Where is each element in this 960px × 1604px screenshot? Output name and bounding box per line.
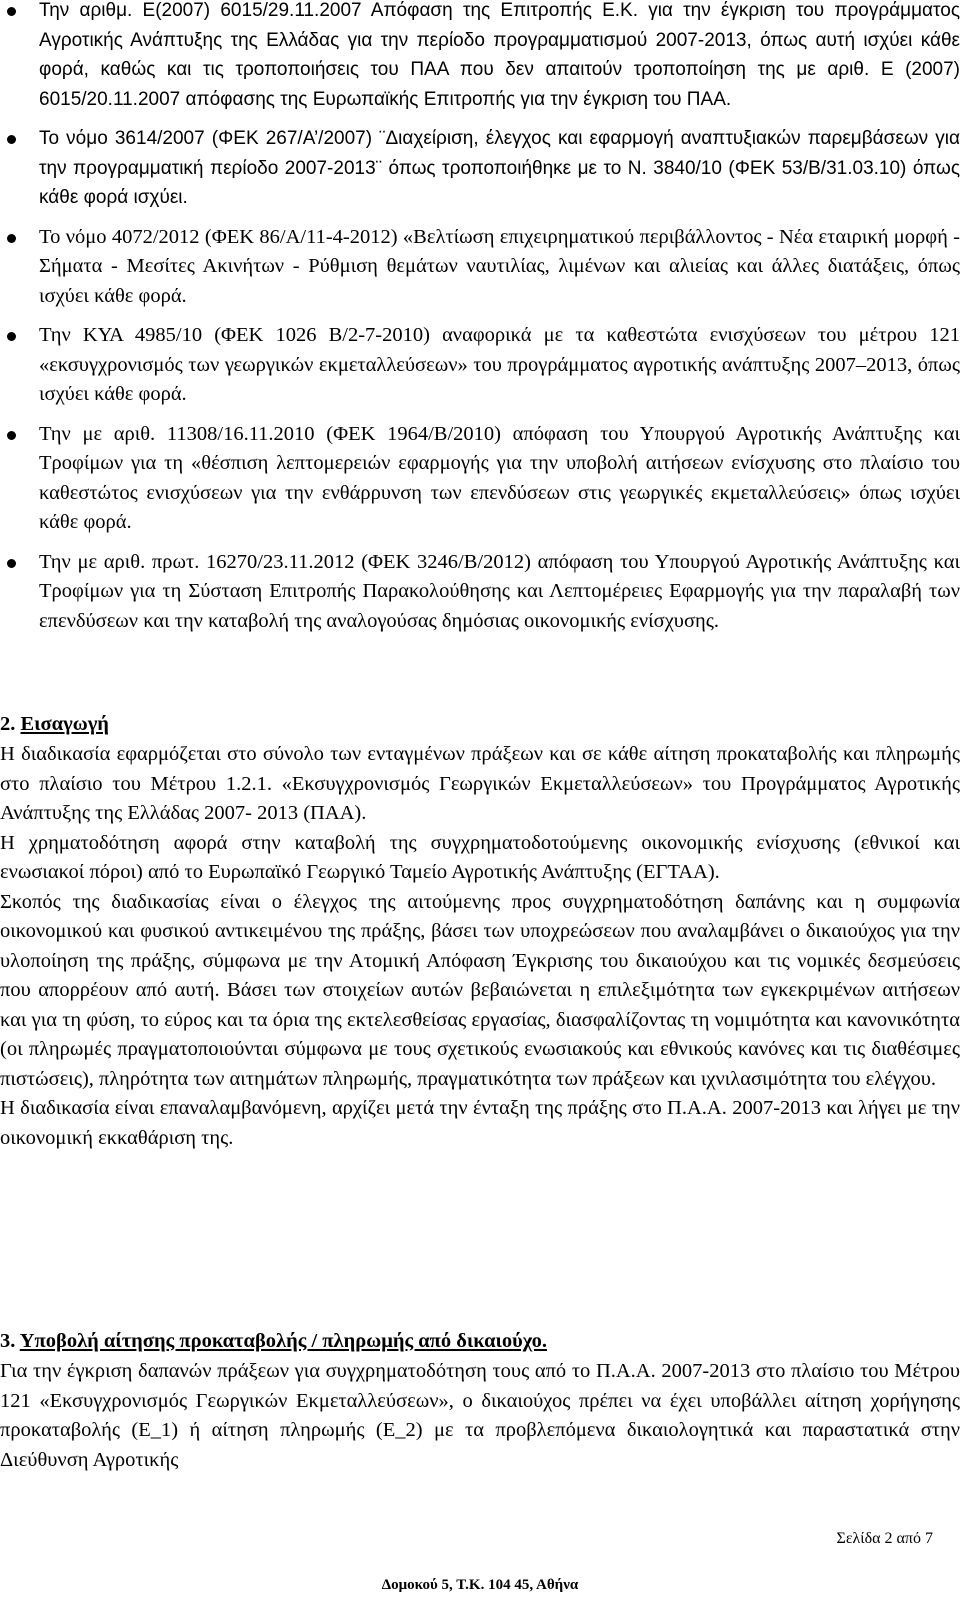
section-3-number: 3. — [0, 1330, 16, 1352]
section-3-heading — [0, 1326, 547, 1356]
list-item — [0, 420, 960, 538]
section-3-body — [0, 1357, 960, 1475]
list-item — [0, 0, 960, 114]
section-2-title: Εισαγωγή — [20, 713, 109, 735]
footer-address: Δομοκού 5, Τ.Κ. 104 45, Αθήνα — [381, 1577, 579, 1593]
paragraph: Η χρηματοδότηση αφορά στην καταβολή της συγχρηματοδοτούμενης οικονομικής ενίσχυσης (εθνικοί και ενωσιακοί πόροι) από το Ευρωπαϊκό Γεωργικό Ταμείο Αγροτικής Ανάπτυξης (ΕΓΤΑΑ). — [0, 831, 960, 883]
list-item-text: Την με αριθ. πρωτ. 16270/23.11.2012 (ΦΕΚ 3246/Β/2012) απόφαση του Υπουργού Αγροτικής Ανάπτυξης και Τροφίμων για τη Σύσταση Επιτροπής Παρακολούθησης και Λεπτομέρειες Εφαρμογής για την παραλαβή των επενδύσεων και την καταβολή της αναλογούσας δημόσιας οικονομικής ενίσχυσης. — [39, 550, 960, 632]
paragraph: Η διαδικασία είναι επαναλαμβανόμενη, αρχίζει μετά την ένταξη της πράξης στο Π.Α.Α. 2007-2013 και λήγει με την οικονομική εκκαθάριση της. — [0, 1097, 960, 1149]
bullet-icon — [7, 559, 16, 568]
paragraph: Για την έγκριση δαπανών πράξεων για συγχρηματοδότηση τους από το Π.Α.Α. 2007-2013 στο πλαίσιο του Μέτρου 121 «Εκσυγχρονισμός Γεωργικών Εκμεταλλεύσεων», ο δικαιούχος πρέπει να έχει υποβάλλει αίτηση χορήγησης προκαταβολής (Ε_1) ή αίτηση πληρωμής (Ε_2) με τα προβλεπόμενα δικαιολογητικά και παραστατικά στην Διεύθυνση Αγροτικής — [0, 1360, 960, 1471]
section-2-body — [0, 740, 960, 1153]
list-item-text: Την ΚΥΑ 4985/10 (ΦΕΚ 1026 Β/2-7-2010) αναφορικά με τα καθεστώτα ενισχύσεων του μέτρου 121 «εκσυγχρονισμός των γεωργικών εκμεταλλεύσεων» του προγράμματος αγροτικής ανάπτυξης 2007–2013, όπως ισχύει κάθε φορά. — [39, 324, 960, 405]
page-number: Σελίδα 2 από 7 — [836, 1530, 933, 1547]
bullet-icon — [7, 7, 16, 16]
list-item — [0, 321, 960, 410]
list-item-text: Το νόμο 3614/2007 (ΦΕΚ 267/Α’/2007) ¨Διαχείριση, έλεγχος και εφαρμογή αναπτυξιακών παρεμβάσεων για την προγραμματική περίοδο 2007-2013¨ όπως τροποποιήθηκε με το Ν. 3840/10 (ΦΕΚ 53/Β/31.03.10) όπως κάθε φορά ισχύει. — [39, 128, 960, 208]
bullet-icon — [7, 431, 16, 440]
section-3-title: Υποβολή αίτησης προκαταβολής / πληρωμής από δικαιούχο. — [19, 1330, 548, 1352]
list-item-text: Την με αριθ. 11308/16.11.2010 (ΦΕΚ 1964/Β/2010) απόφαση του Υπουργού Αγροτικής Ανάπτυξης και Τροφίμων για τη «θέσπιση λεπτομερειών εφαρμογής για την υποβολή αιτήσεων ενίσχυσης στο πλαίσιο του καθεστώτος ενισχύσεων για την ενθάρρυνση των επενδύσεων στις γεωργικές εκμεταλλεύσεις» όπως ισχύει κάθε φορά. — [39, 422, 960, 533]
paragraph: Σκοπός της διαδικασίας είναι ο έλεγχος της αιτούμενης προς συγχρηματοδότηση δαπάνης και η συμφωνία οικονομικού και φυσικού αντικειμένου της πράξης, βάσει των υποχρεώσεων που αναλαμβάνει ο δικαιούχος για την υλοποίηση της πράξης, σύμφωνα με την Ατομική Απόφαση Έγκρισης του δικαιούχου και τις νομικές δεσμεύσεις που απορρέουν από αυτή. Βάσει των στοιχείων αυτών βεβαιώνεται η επιλεξιμότητα των εγκεκριμένων αιτήσεων και για τη φύση, το εύρος και τα όρια της εκτελεσθείσας εργασίας, διασφαλίζοντας τη νομιμότητα και κανονικότητα (οι πληρωμές πραγματοποιούνται σύμφωνα με τους σχετικούς ενωσιακούς και εθνικούς κανόνες και τις διαθέσιμες πιστώσεις), πληρότητα των αιτημάτων πληρωμής, πραγματικότητα των πράξεων και ιχνιλασιμότητα του ελέγχου. — [0, 890, 960, 1090]
list-item — [0, 223, 960, 312]
legal-basis-list — [0, 0, 960, 646]
list-item — [0, 548, 960, 637]
bullet-icon — [7, 135, 16, 144]
list-item — [0, 124, 960, 213]
list-item-text: Το νόμο 4072/2012 (ΦΕΚ 86/Α/11-4-2012) «Βελτίωση επιχειρηματικού περιβάλλοντος - Νέα εταιρική μορφή - Σήματα - Μεσίτες Ακινήτων - Ρύθμιση θεμάτων ναυτιλίας, λιμένων και αλιείας και άλλες διατάξεις, όπως ισχύει κάθε φορά. — [39, 225, 960, 307]
section-2-number: 2. — [0, 713, 16, 735]
list-item-text: Την αριθμ. Ε(2007) 6015/29.11.2007 Απόφαση της Επιτροπής Ε.Κ. για την έγκριση του προγράμματος Αγροτικής Ανάπτυξης της Ελλάδας για την περίοδο προγραμματισμού 2007-2013, όπως αυτή ισχύει κάθε φορά, καθώς και τις τροποποιήσεις του ΠΑΑ που δεν απαιτούν τροποποίηση της με αριθ. Ε (2007) 6015/20.11.2007 απόφασης της Ευρωπαϊκής Επιτροπής για την έγκριση του ΠΑΑ. — [39, 0, 960, 110]
bullet-icon — [7, 332, 16, 341]
section-2-heading — [0, 709, 109, 739]
paragraph: Η διαδικασία εφαρμόζεται στο σύνολο των ενταγμένων πράξεων και σε κάθε αίτηση προκαταβολής και πληρωμής στο πλαίσιο του Μέτρου 1.2.1. «Εκσυγχρονισμός Γεωργικών Εκμεταλλεύσεων» του Προγράμματος Αγροτικής Ανάπτυξης της Ελλάδας 2007- 2013 (ΠΑΑ). — [0, 743, 960, 824]
bullet-icon — [7, 234, 16, 243]
